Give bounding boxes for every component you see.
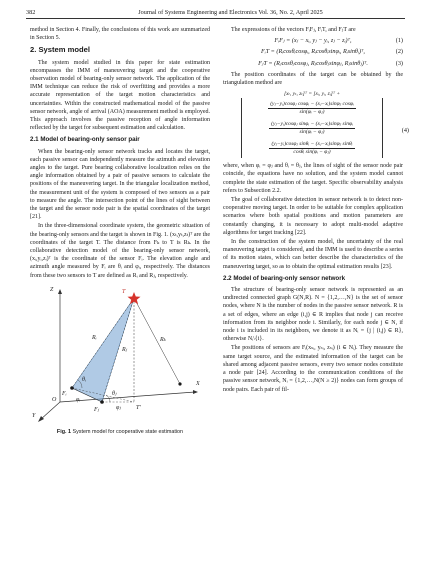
theta-j-label: θⱼ: [112, 390, 117, 397]
z-axis-label: Z: [50, 286, 54, 293]
y-axis-label: Y: [32, 412, 36, 419]
eq4-num-3: (yⱼ−yᵢ)cosφⱼ sinθᵢ − (xⱼ−xᵢ)sinφⱼ sinθᵢ: [271, 140, 353, 147]
sensor-j-label: Fⱼ: [94, 406, 100, 413]
sensor-pair-paragraph-1: When the bearing-only sensor network tracks and locates the target, each passive sensor can independently measure the azimuth and elevation angles to the target. Pure bearing collaborative localization relies on the angle information obtained by a pair of passive sensors to calculate the positions of the maneuvering target. In the triangular localization method, the measurement unit of the system is composed of two sensors as a pair to measure the angle. The intersection point of the lines of sight between the target and the sensor node pair is the spatial coordinates of the target [21].: [30, 148, 210, 221]
equation-3-body: FⱼT = (Rⱼcosθⱼcosφⱼ, Rⱼcosθⱼsinφⱼ, Rⱼsinθⱼ)ᵀ.: [258, 59, 368, 67]
y-axis: [40, 402, 60, 420]
network-structure-paragraph: The structure of bearing-only sensor network is represented as an undirected connected graph G(N,R). N = {1,2,…,N} is the set of sensor nodes, where N is the number of nodes in the passive sensor network. R is a set of edges, where an edge (i,j) ∈ R implies that node j can receive information from its neighbor node i. Similarly, for each node j ∈ N, if node i is included in its neighbors, we denote it as Nᵢ = {j | (i,j) ∈ R}, otherwise Nᵢ\{i}.: [223, 287, 403, 343]
equation-4-number: (4): [401, 127, 409, 135]
range-k-label: Rₖ: [160, 336, 166, 343]
where-paragraph: where, when φᵢ = φⱼ and θᵢ = θⱼ, the lines of sight of the sensor node pair coincide, the equations have no solution, and the system model cannot complete the state estimation of the target. Specific observability analysis refers to Subsection 2.2.: [223, 163, 403, 194]
phi-j-label: φⱼ: [116, 404, 121, 411]
x-arrowhead: [193, 390, 198, 394]
equation-1-body: FᵢFⱼ = (xⱼ − xᵢ, yⱼ − yᵢ, zⱼ − zᵢ)ᵀ,: [274, 37, 352, 45]
phi-i-label: φᵢ: [76, 396, 81, 403]
range-j-label: Rⱼ: [122, 346, 128, 353]
subsection-title: 2.1 Model of bearing-only sensor pair: [30, 136, 140, 144]
intro-paragraph: method in Section 4. Finally, the conclusions of this work are summarized in Section 5.: [30, 27, 210, 42]
z-arrowhead: [58, 289, 62, 294]
origin-label: O: [52, 396, 57, 403]
figure-caption: [30, 428, 210, 436]
position-intro: The position coordinates of the target can be obtained by the triangulation method are: [223, 71, 403, 87]
left-column: [30, 26, 210, 436]
construction-paragraph: In the construction of the system model, the uncertainty of the real maneuvering target is considered, and the IMM is used to describe a series of its motion states, which can better describe the characteristics of the maneuvering target, so as to obtain the optimal estimation results [23].: [223, 239, 403, 270]
sensor-j-node: [100, 400, 104, 404]
sensor-k-node: [178, 382, 181, 385]
eq4-num-1: (yⱼ−yᵢ)cosφⱼ cosφᵢ − (xⱼ−xᵢ)sinφⱼ cosφᵢ: [270, 100, 354, 107]
right-column: [223, 26, 409, 395]
equation-3: [223, 60, 403, 68]
range-i-label: Rᵢ: [92, 334, 97, 341]
section-title: 2. System model: [30, 45, 90, 55]
eq4-num-2: (yⱼ−yᵢ)cosφⱼ sinφᵢ − (xⱼ−xᵢ)sinφⱼ sinφᵢ: [271, 120, 353, 127]
page-number: 382: [26, 8, 36, 16]
figure-caption-text: System model for cooperative state estimation: [72, 428, 184, 435]
equation-2: [223, 48, 403, 56]
line-of-sight-k: [134, 298, 180, 384]
journal-title: Journal of Systems Engineering and Electronics Vol. 36, No. 2, April 2025: [138, 8, 323, 16]
equation-1-number: (1): [395, 37, 403, 45]
system-model-diagram: [30, 284, 210, 424]
equation-2-number: (2): [395, 48, 403, 56]
sensor-positions-paragraph: The positions of sensors are Fᵢ(xₛᵢ, yₛᵢ, zₛᵢ) (i ∈ Nᵢ). They measure the same target source, and the estimated information of the target can be shared among adjacent passive sensors, every two sensor nodes constitute a node pair [24]. According to the communication conditions of the passive sensor network, Nᵢ = {1,2,…,N(N ≥ 2)} nodes can form groups of node pairs. Each pair of fil-: [223, 345, 403, 393]
equation-4: [237, 91, 409, 158]
equation-4-lhs: [xₜ, yₜ, zₜ]ᵀ = [xᵢ, yᵢ, zᵢ]ᵀ +: [283, 91, 341, 98]
sensor-pair-paragraph-2: In the three-dimensional coordinate system, the geometric situation of the bearing-only sensors and the target is shown in Fig. 1. (xₜ,yₜ,zₜ)ᵀ are the coordinates of the target T. The distance from Fₖ to T is Rₖ. In the collaborative detection model of the bearing-only sensor network, (xᵢ,yᵢ,zᵢ)ᵀ is the coordinate of the sensor Fᵢ. The elevation angle and azimuth angle measured by Fᵢ are θᵢ and φᵢ, respectively. The distances from these two sensors to T are defined as Rᵢ and Rⱼ, respectively.: [30, 223, 210, 279]
system-model-paragraph: The system model studied in this paper for state estimation encompasses the IMM of maneuvering target and the cooperative observation model of bearing-only sensor network. The application of the IMM technique can reduce the risk of overfitting and provides a more accurate representation of the target motion characteristics and uncertainties. Within the constructed mathematical model of the passive sensor network, angle of arrival (AOA) measurement method is employed. This approach involves the passive reception of angle information reflected by the target for subsequent estimation and calculation.: [30, 59, 210, 132]
eq4-den-1: sin(φᵢ − φⱼ): [299, 108, 325, 115]
eq4-den-2: sin(φᵢ − φⱼ): [299, 128, 325, 135]
sensor-i-label: Fᵢ: [62, 390, 67, 397]
eq4-den-3: cosθᵢ sin(φᵢ − φⱼ): [293, 148, 331, 155]
subsection-2-2-title: 2.2 Model of bearing-only sensor network: [223, 274, 346, 282]
equation-4-row-1: [241, 98, 383, 118]
sensor-i-node: [70, 386, 74, 390]
equation-2-body: FᵢT = (Rᵢcosθᵢcosφᵢ, Rᵢcosθᵢsinφᵢ, Rᵢsinθᵢ)ᵀ,: [261, 48, 365, 56]
target-projection-label: T′: [136, 404, 141, 411]
equation-4-row-3: [241, 138, 383, 158]
theta-i-label: θᵢ: [82, 376, 86, 383]
running-header: [26, 6, 405, 18]
equation-1: [223, 37, 403, 45]
vectors-intro: The expressions of the vectors FᵢFⱼ, FᵢT, and FⱼT are: [231, 27, 356, 33]
figure-1: [30, 284, 210, 436]
goal-paragraph: The goal of collaborative detection in sensor network is to detect non-cooperative moving target. In order to be suitable for complex application scenarios where both spatial positions and motion parameters are constantly changing, it is necessary to adopt multi-model adaptive algorithms for target tracking [22].: [223, 197, 403, 236]
equation-3-number: (3): [395, 59, 403, 67]
target-label: T: [122, 288, 126, 295]
x-axis-label: X: [196, 380, 200, 387]
header-rule: [26, 18, 405, 19]
equation-4-row-2: [241, 118, 383, 138]
figure-caption-number: Fig. 1: [56, 428, 71, 435]
